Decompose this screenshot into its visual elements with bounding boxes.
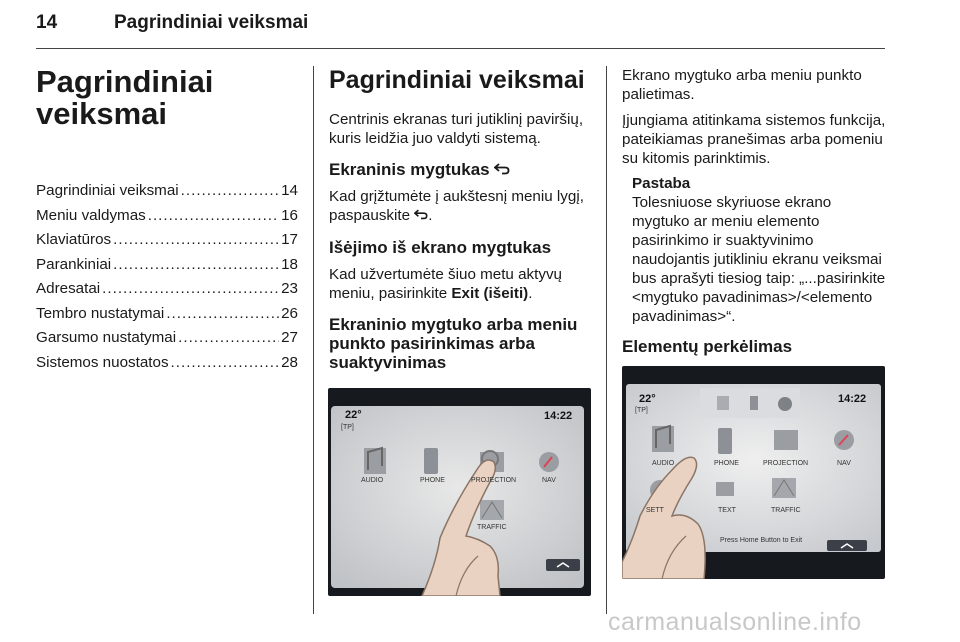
toc-item-page: 17 (281, 231, 298, 248)
screen-temperature: 22° (345, 409, 362, 421)
exit-button-heading: Išėjimo iš ekrano mygtukas (329, 238, 552, 257)
toc-item-page: 26 (281, 304, 298, 322)
tile-phone[interactable]: PHONE (714, 460, 739, 467)
toc-column (36, 66, 298, 378)
tile-traffic[interactable]: TRAFFIC (477, 524, 507, 531)
tile-projection[interactable]: PROJECTION (471, 477, 517, 484)
tile-audio[interactable]: AUDIO (361, 477, 384, 484)
right-column (622, 66, 888, 356)
back-arrow-icon (494, 163, 510, 175)
tile-phone[interactable]: PHONE (420, 477, 445, 484)
toc-item-label: Meniu valdymas (36, 206, 146, 224)
exit-label: Exit (išeiti) (451, 285, 529, 302)
page-header (36, 12, 308, 34)
tile-traffic[interactable]: TRAFFIC (771, 507, 801, 514)
toc-item[interactable] (36, 354, 298, 379)
toc-item[interactable] (36, 305, 298, 330)
phone-icon (424, 448, 438, 474)
screen-time: 14:22 (544, 410, 573, 422)
toc-item-label: Parankiniai (36, 255, 112, 273)
toc-item[interactable] (36, 256, 298, 281)
tile-nav[interactable]: NAV (542, 477, 556, 484)
music-note-icon (364, 448, 386, 474)
toc-item-page: 16 (281, 206, 298, 224)
touchscreen-illustration-2 (622, 366, 885, 579)
toc-item-label: Sistemos nuostatos (36, 353, 169, 371)
traffic-icon (480, 500, 504, 520)
column-divider-1 (313, 66, 314, 614)
back-button-heading: Ekraninis mygtukas (329, 160, 595, 179)
note-block (632, 174, 888, 326)
screen-footer-hint: Press Home Button to Exit (720, 537, 803, 544)
header-rule (36, 48, 885, 49)
compass-icon (539, 452, 559, 472)
toc-item[interactable] (36, 182, 298, 207)
traffic-icon (772, 478, 796, 498)
toc-list (36, 182, 298, 378)
music-note-icon (652, 426, 674, 452)
select-paragraph-2: Įjungiama atitinkama sistemos funkcija, pateikiamas pranešimas arba pomeniu su kitomis parinktimis. (622, 112, 886, 167)
toc-item-label: Garsumo nustatymai (36, 329, 177, 346)
intro-paragraph: Centrinis ekranas turi jutiklinį paviršių, kuris leidžia juo valdyti sistemą. (329, 111, 584, 147)
chapter-title: Pagrindiniai veiksmai (36, 64, 214, 131)
toc-item-page: 23 (281, 280, 298, 297)
select-paragraph-1: Ekrano mygtuko arba meniu punkto palietimas. (622, 67, 862, 103)
column-divider-2 (606, 66, 607, 614)
projection-icon (774, 430, 798, 450)
touchscreen-illustration-1 (328, 388, 591, 596)
page-number: 14 (36, 12, 58, 33)
toc-item-page: 14 (281, 182, 298, 199)
screen-time: 14:22 (838, 393, 867, 405)
tile-projection[interactable]: PROJECTION (763, 460, 809, 467)
toc-item-label: Adresatai (36, 280, 101, 297)
toc-item[interactable] (36, 280, 298, 305)
text-icon (716, 482, 734, 496)
toc-item[interactable] (36, 329, 298, 354)
move-heading: Elementų perkėlimas (622, 337, 793, 356)
toc-item-label: Pagrindiniai veiksmai (36, 182, 179, 199)
tile-settings[interactable]: SETT (646, 507, 664, 514)
toc-item[interactable] (36, 231, 298, 256)
exit-button-paragraph: Kad užvertumėte šiuo metu aktyvų meniu, pasirinkite Exit (išeiti). (329, 266, 562, 302)
toc-item-label: Tembro nustatymai (36, 304, 165, 322)
screen-tp: [TP] (341, 424, 354, 431)
tile-nav[interactable]: NAV (837, 460, 851, 467)
toc-item-page: 18 (281, 255, 298, 273)
note-label: Pastaba (632, 175, 691, 192)
select-heading: Ekraninio mygtuko arba meniu punkto pasirinkimas arba suaktyvinimas (329, 315, 578, 372)
back-button-paragraph: Kad grįžtumėte į aukštesnį meniu lygį, paspauskite . (329, 188, 584, 224)
watermark: carmanualsonline.info (608, 608, 862, 636)
toc-item-label: Klaviatūros (36, 231, 112, 248)
screen-temperature: 22° (639, 393, 656, 405)
back-arrow-icon (414, 209, 428, 220)
tile-audio[interactable]: AUDIO (652, 460, 675, 467)
section-title: Pagrindiniai veiksmai (329, 66, 585, 94)
toc-item-page: 27 (281, 329, 298, 346)
note-text: Tolesniuose skyriuose ekrano mygtuko ar meniu elemento pasirinkimo ir suaktyvinimo naudojantis jutikliniu ekranu veiksmai bus aprašyti tiesiog taip: „...pasirinkite <mygtuko pavadinimas>/<elemento pavadinimas>“. (632, 194, 886, 325)
main-column (329, 66, 595, 372)
toc-item-page: 28 (281, 353, 298, 371)
tile-text[interactable]: TEXT (718, 507, 736, 514)
phone-icon (718, 428, 732, 454)
screen-tp: [TP] (635, 407, 648, 414)
running-title: Pagrindiniai veiksmai (114, 12, 309, 33)
toc-item[interactable] (36, 207, 298, 232)
home-up-button[interactable] (827, 540, 867, 551)
compass-icon (834, 430, 854, 450)
